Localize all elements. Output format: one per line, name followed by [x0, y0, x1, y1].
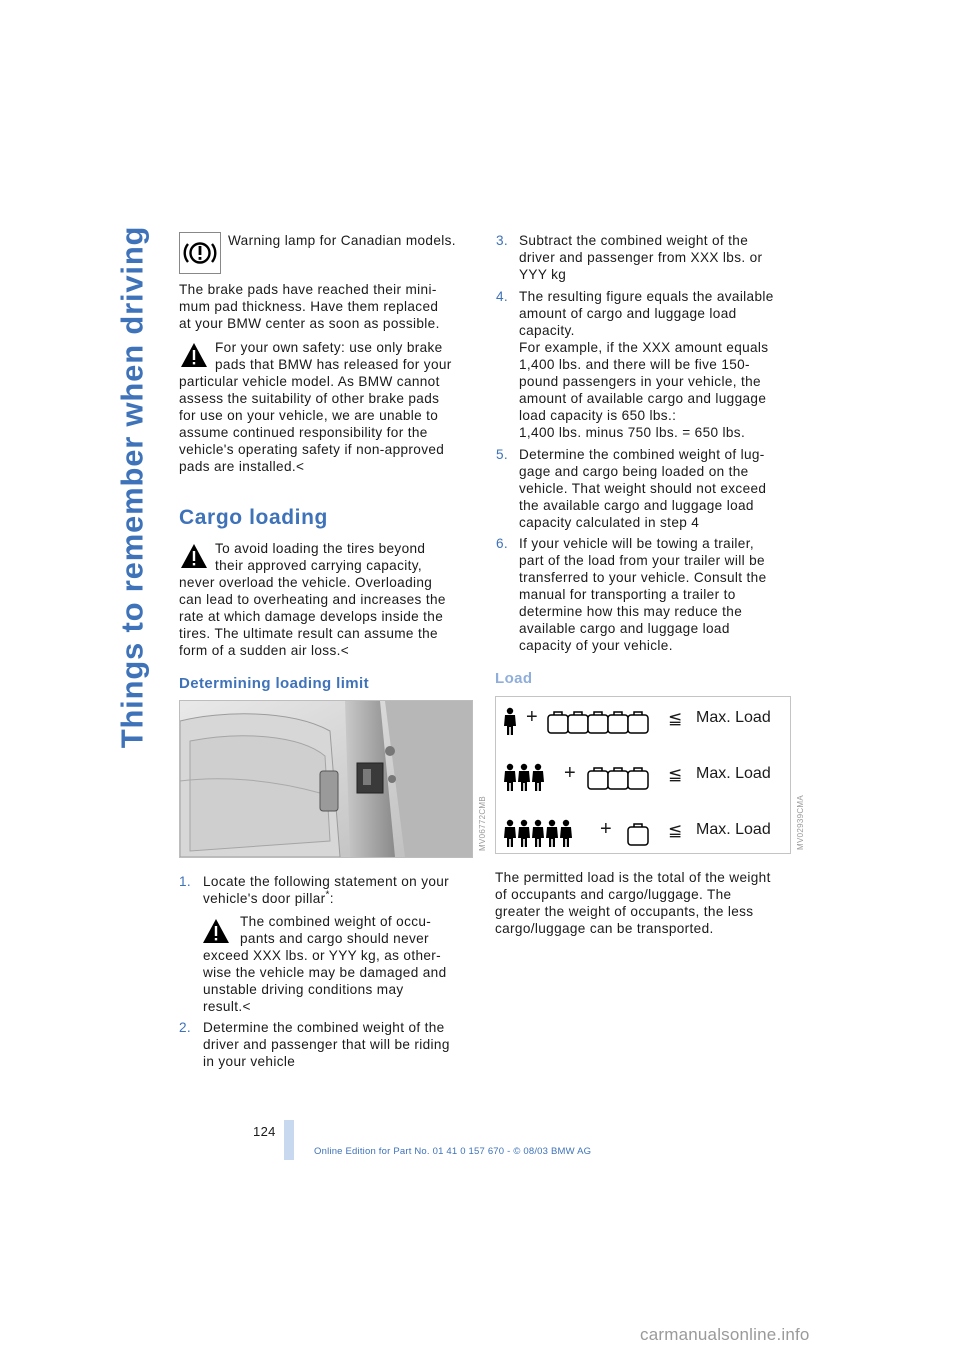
text-line: never overload the vehicle. Overloading — [179, 575, 433, 590]
step-number: 3. — [496, 233, 509, 248]
text-line: To avoid loading the tires beyond — [215, 541, 426, 556]
text-line: The permitted load is the total of the weight — [495, 870, 771, 885]
text-line: For your own safety: use only brake — [215, 340, 443, 355]
warning-triangle-icon — [180, 342, 208, 368]
step-number: 2. — [179, 1020, 192, 1035]
text-line — [203, 890, 449, 907]
text-line: vehicle's operating safety if non-approved — [179, 442, 445, 457]
text-line: If your vehicle will be towing a trailer, — [519, 536, 754, 551]
door-pillar-photo — [179, 700, 473, 858]
step-number: 4. — [496, 289, 509, 304]
text-line: transferred to your vehicle. Consult the — [519, 570, 767, 585]
step-number: 6. — [496, 536, 509, 551]
text-line: manual for transporting a trailer to — [519, 587, 736, 602]
text-line: driver and passenger from XXX lbs. or — [519, 250, 763, 265]
less-or-equal-sign: ≦ — [668, 709, 683, 728]
text-line: assess the suitability of other brake pads — [179, 391, 440, 406]
text-line: capacity. — [519, 323, 575, 338]
page-number: 124 — [253, 1124, 276, 1139]
text-line: particular vehicle model. As BMW cannot — [179, 374, 440, 389]
text-fragment: vehicle's door pillar — [203, 891, 326, 906]
text-line: Determine the combined weight of the — [203, 1020, 445, 1035]
load-heading: Load — [495, 670, 533, 687]
row-1-luggage-icon — [548, 712, 648, 733]
step-5-text — [519, 446, 766, 531]
text-line: mum pad thickness. Have them replaced — [179, 299, 439, 314]
text-line: can lead to overheating and increases the — [179, 592, 446, 607]
step-number: 5. — [496, 447, 509, 462]
less-or-equal-sign: ≦ — [668, 821, 683, 840]
text-line: of occupants and cargo/luggage. The — [495, 887, 732, 902]
plus-sign: + — [600, 818, 613, 840]
step-1-text — [203, 873, 449, 907]
text-line: form of a sudden air loss.< — [179, 643, 350, 658]
optional-equipment-asterisk: * — [325, 889, 330, 901]
plus-sign: + — [564, 762, 577, 784]
watermark-text: carmanualsonline.info — [640, 1325, 810, 1344]
lamp-caption: Warning lamp for Canadian models. — [228, 233, 456, 248]
text-line: part of the load from your trailer will be — [519, 553, 765, 568]
text-line: amount of cargo and luggage load — [519, 306, 737, 321]
text-line: 1,400 lbs. and there will be five 150- — [519, 357, 750, 372]
text-line: greater the weight of occupants, the less — [495, 904, 754, 919]
load-paragraph — [495, 869, 771, 937]
row-3-people-icon — [504, 820, 572, 847]
text-line: available cargo and luggage load — [519, 621, 730, 636]
text-line: determine how this may reduce the — [519, 604, 743, 619]
text-line: capacity of your vehicle. — [519, 638, 673, 653]
footer-edition-text: Online Edition for Part No. 01 41 0 157 670 - © 08/03 BMW AG — [314, 1146, 592, 1157]
text-line: vehicle. That weight should not exceed — [519, 481, 767, 496]
text-line: Subtract the combined weight of the — [519, 233, 749, 248]
max-load-label: Max. Load — [696, 709, 771, 726]
chapter-side-title — [112, 225, 152, 749]
text-line: pound passengers in your vehicle, the — [519, 374, 761, 389]
text-line: wise the vehicle may be damaged and — [203, 965, 447, 980]
text-line: exceed XXX lbs. or YYY kg, as other- — [203, 948, 442, 963]
text-line: The combined weight of occu- — [240, 914, 432, 929]
text-line: capacity calculated in step 4 — [519, 515, 700, 530]
step-3-text — [519, 232, 762, 283]
text-line: pants and cargo should never — [240, 931, 429, 946]
cargo-warning-text — [179, 574, 446, 659]
plus-sign: + — [526, 706, 539, 728]
chapter-side-title-text: Things to remember when driving — [114, 225, 150, 749]
text-line: pads are installed.< — [179, 459, 305, 474]
text-line: The brake pads have reached their mini- — [179, 282, 437, 297]
less-or-equal-sign: ≦ — [668, 765, 683, 784]
text-line: at your BMW center as soon as possible. — [179, 316, 440, 331]
text-line: tires. The ultimate result can assume the — [179, 626, 438, 641]
brake-pads-paragraph — [179, 281, 440, 332]
figure-code: MV02939CMA — [796, 794, 805, 850]
text-line: 1,400 lbs. minus 750 lbs. = 650 lbs. — [519, 425, 746, 440]
text-line: unstable driving conditions may — [203, 982, 404, 997]
text-line: driver and passenger that will be riding — [203, 1037, 450, 1052]
max-load-label: Max. Load — [696, 821, 771, 838]
text-line: their approved carrying capacity, — [215, 558, 422, 573]
brake-warning-text — [179, 373, 444, 475]
step-number: 1. — [179, 874, 192, 889]
cargo-warning-text-indent — [215, 540, 425, 574]
text-line: the available cargo and luggage load — [519, 498, 754, 513]
row-3-luggage-icon — [628, 824, 648, 845]
text-line: in your vehicle — [203, 1054, 296, 1069]
text-line: For example, if the XXX amount equals — [519, 340, 769, 355]
cargo-loading-heading: Cargo loading — [179, 506, 328, 529]
text-line: result.< — [203, 999, 251, 1014]
text-fragment: : — [329, 891, 334, 906]
warning-triangle-icon — [202, 918, 230, 944]
step-2-text — [203, 1019, 450, 1070]
text-line: assume continued responsibility for the — [179, 425, 428, 440]
text-line: for use on your vehicle, we are unable to — [179, 408, 439, 423]
max-load-label: Max. Load — [696, 765, 771, 782]
row-1-people-icon — [504, 708, 516, 735]
text-line: gage and cargo being loaded on the — [519, 464, 749, 479]
text-line: pads that BMW has released for your — [215, 357, 452, 372]
text-line: rate at which damage develops inside the — [179, 609, 444, 624]
brake-warning-text-indent — [215, 339, 452, 373]
row-2-luggage-icon — [588, 768, 648, 789]
photo-code: MV06772CMB — [478, 795, 487, 851]
loading-limit-heading: Determining loading limit — [179, 675, 370, 692]
text-line: YYY kg — [519, 267, 567, 282]
row-2-people-icon — [504, 764, 544, 791]
step-6-text — [519, 535, 766, 654]
step-1-warning-indent — [240, 913, 431, 947]
text-line: Locate the following statement on your — [203, 874, 450, 889]
text-line: cargo/luggage can be transported. — [495, 921, 714, 936]
text-line: The resulting figure equals the available — [519, 289, 774, 304]
warning-triangle-icon — [180, 543, 208, 569]
step-1-warning-text — [203, 947, 446, 1015]
step-4-text — [519, 288, 774, 441]
footer-bar — [284, 1120, 294, 1160]
text-line: load capacity is 650 lbs.: — [519, 408, 677, 423]
text-line: amount of available cargo and luggage — [519, 391, 767, 406]
text-line: Determine the combined weight of lug- — [519, 447, 765, 462]
load-diagram — [495, 696, 791, 854]
brake-warning-lamp-icon — [179, 232, 221, 274]
